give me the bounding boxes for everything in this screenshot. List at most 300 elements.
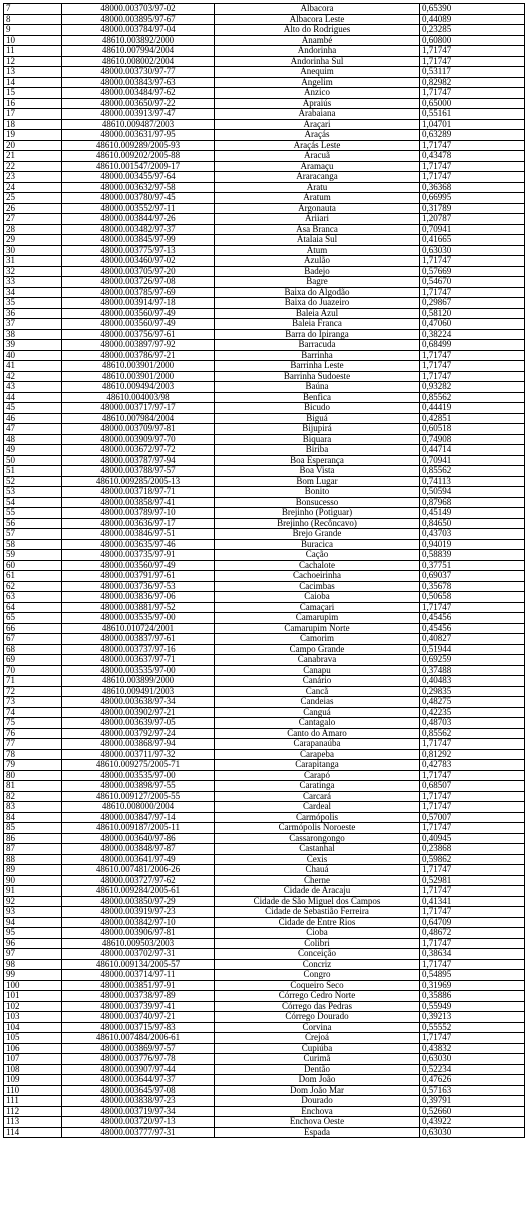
row-number: 69 bbox=[4, 655, 62, 666]
field-name: Baleia Azul bbox=[215, 308, 420, 319]
process-number: 48610.009494/2003 bbox=[62, 382, 215, 393]
process-number: 48610.009285/2005-13 bbox=[62, 476, 215, 487]
field-name: Dourado bbox=[215, 1096, 420, 1107]
table-row bbox=[4, 182, 525, 193]
row-number: 67 bbox=[4, 634, 62, 645]
row-number: 70 bbox=[4, 665, 62, 676]
factor-value: 0,29835 bbox=[420, 686, 525, 697]
factor-value: 0,37488 bbox=[420, 665, 525, 676]
field-name: Cação bbox=[215, 550, 420, 561]
row-number: 22 bbox=[4, 161, 62, 172]
row-number: 28 bbox=[4, 224, 62, 235]
factor-value: 0,55161 bbox=[420, 109, 525, 120]
process-number: 48610.009127/2005-55 bbox=[62, 791, 215, 802]
table-row bbox=[4, 476, 525, 487]
table-row bbox=[4, 529, 525, 540]
row-number: 109 bbox=[4, 1075, 62, 1086]
process-number: 48000.003535/97-00 bbox=[62, 770, 215, 781]
row-number: 92 bbox=[4, 896, 62, 907]
factor-value: 0,50658 bbox=[420, 592, 525, 603]
process-number: 48000.003726/97-08 bbox=[62, 277, 215, 288]
row-number: 87 bbox=[4, 844, 62, 855]
row-number: 11 bbox=[4, 46, 62, 57]
row-number: 49 bbox=[4, 445, 62, 456]
process-number: 48610.004003/98 bbox=[62, 392, 215, 403]
factor-value: 0,37751 bbox=[420, 560, 525, 571]
row-number: 84 bbox=[4, 812, 62, 823]
factor-value: 0,84650 bbox=[420, 518, 525, 529]
row-number: 113 bbox=[4, 1117, 62, 1128]
factor-value: 1,71747 bbox=[420, 907, 525, 918]
row-number: 114 bbox=[4, 1127, 62, 1138]
field-name: Dom João Mar bbox=[215, 1085, 420, 1096]
field-name: Cassarongongo bbox=[215, 833, 420, 844]
factor-value: 0,38634 bbox=[420, 949, 525, 960]
factor-value: 0,55949 bbox=[420, 1001, 525, 1012]
row-number: 81 bbox=[4, 781, 62, 792]
factor-value: 0,65390 bbox=[420, 4, 525, 15]
table-row bbox=[4, 382, 525, 393]
field-name: Bonsucesso bbox=[215, 497, 420, 508]
table-row bbox=[4, 466, 525, 477]
process-number: 48000.003482/97-37 bbox=[62, 224, 215, 235]
factor-value: 1,71747 bbox=[420, 739, 525, 750]
row-number: 76 bbox=[4, 728, 62, 739]
factor-value: 1,71747 bbox=[420, 865, 525, 876]
factor-value: 0,60800 bbox=[420, 35, 525, 46]
process-number: 48000.003735/97-91 bbox=[62, 550, 215, 561]
factor-value: 0,85562 bbox=[420, 728, 525, 739]
process-number: 48000.003535/97-00 bbox=[62, 665, 215, 676]
row-number: 41 bbox=[4, 361, 62, 372]
process-number: 48000.003631/97-95 bbox=[62, 130, 215, 141]
factor-value: 0,70941 bbox=[420, 224, 525, 235]
factor-value: 1,71747 bbox=[420, 361, 525, 372]
table-row bbox=[4, 581, 525, 592]
row-number: 26 bbox=[4, 203, 62, 214]
process-number: 48000.003705/97-20 bbox=[62, 266, 215, 277]
table-row bbox=[4, 592, 525, 603]
row-number: 13 bbox=[4, 67, 62, 78]
table-row bbox=[4, 865, 525, 876]
process-number: 48610.001547/2009-17 bbox=[62, 161, 215, 172]
process-number: 48000.003792/97-24 bbox=[62, 728, 215, 739]
row-number: 82 bbox=[4, 791, 62, 802]
field-name: Brejinho (Recôncavo) bbox=[215, 518, 420, 529]
factor-value: 0,29867 bbox=[420, 298, 525, 309]
process-number: 48000.003776/97-78 bbox=[62, 1054, 215, 1065]
process-number: 48000.003868/97-94 bbox=[62, 739, 215, 750]
process-number: 48000.003719/97-34 bbox=[62, 1106, 215, 1117]
process-number: 48000.003842/97-10 bbox=[62, 917, 215, 928]
field-name: Córrego Dourado bbox=[215, 1012, 420, 1023]
fields-table-body bbox=[4, 4, 525, 1138]
field-name: Brejinho (Potiguar) bbox=[215, 508, 420, 519]
row-number: 80 bbox=[4, 770, 62, 781]
factor-value: 1,71747 bbox=[420, 959, 525, 970]
field-name: Espada bbox=[215, 1127, 420, 1138]
field-name: Carapitanga bbox=[215, 760, 420, 771]
field-name: Crejoá bbox=[215, 1033, 420, 1044]
factor-value: 0,69259 bbox=[420, 655, 525, 666]
process-number: 48000.003909/97-70 bbox=[62, 434, 215, 445]
table-row bbox=[4, 46, 525, 57]
factor-value: 0,55552 bbox=[420, 1022, 525, 1033]
process-number: 48610.003899/2000 bbox=[62, 676, 215, 687]
field-name: Canapu bbox=[215, 665, 420, 676]
row-number: 25 bbox=[4, 193, 62, 204]
field-name: Araçari bbox=[215, 119, 420, 130]
row-number: 18 bbox=[4, 119, 62, 130]
table-row bbox=[4, 287, 525, 298]
row-number: 61 bbox=[4, 571, 62, 582]
field-name: Baúna bbox=[215, 382, 420, 393]
field-name: Candeias bbox=[215, 697, 420, 708]
factor-value: 1,71747 bbox=[420, 161, 525, 172]
table-row bbox=[4, 98, 525, 109]
field-name: Apraiús bbox=[215, 98, 420, 109]
table-row bbox=[4, 1096, 525, 1107]
process-number: 48000.003844/97-26 bbox=[62, 214, 215, 225]
process-number: 48000.003730/97-77 bbox=[62, 67, 215, 78]
table-row bbox=[4, 1001, 525, 1012]
process-number: 48610.009275/2005-71 bbox=[62, 760, 215, 771]
row-number: 100 bbox=[4, 980, 62, 991]
field-name: Cacimbas bbox=[215, 581, 420, 592]
table-row bbox=[4, 308, 525, 319]
factor-value: 0,63030 bbox=[420, 245, 525, 256]
process-number: 48000.003636/97-17 bbox=[62, 518, 215, 529]
field-name: Anzico bbox=[215, 88, 420, 99]
field-name: Alto do Rodrigues bbox=[215, 25, 420, 36]
factor-value: 0,64709 bbox=[420, 917, 525, 928]
factor-value: 0,39791 bbox=[420, 1096, 525, 1107]
table-row bbox=[4, 707, 525, 718]
document-page bbox=[3, 3, 524, 1138]
factor-value: 0,35886 bbox=[420, 991, 525, 1002]
field-name: Cardeal bbox=[215, 802, 420, 813]
factor-value: 0,63030 bbox=[420, 1127, 525, 1138]
factor-value: 0,40483 bbox=[420, 676, 525, 687]
table-row bbox=[4, 917, 525, 928]
factor-value: 1,20787 bbox=[420, 214, 525, 225]
row-number: 59 bbox=[4, 550, 62, 561]
field-name: Coqueiro Seco bbox=[215, 980, 420, 991]
table-row bbox=[4, 403, 525, 414]
factor-value: 0,68507 bbox=[420, 781, 525, 792]
field-name: Barrinha bbox=[215, 350, 420, 361]
row-number: 83 bbox=[4, 802, 62, 813]
field-name: Arabaiana bbox=[215, 109, 420, 120]
field-name: Caioba bbox=[215, 592, 420, 603]
field-name: Araracanga bbox=[215, 172, 420, 183]
row-number: 50 bbox=[4, 455, 62, 466]
table-row bbox=[4, 298, 525, 309]
process-number: 48000.003895/97-67 bbox=[62, 14, 215, 25]
factor-value: 1,71747 bbox=[420, 140, 525, 151]
field-name: Barracuda bbox=[215, 340, 420, 351]
factor-value: 1,71747 bbox=[420, 256, 525, 267]
process-number: 48000.003717/97-17 bbox=[62, 403, 215, 414]
table-row bbox=[4, 1022, 525, 1033]
process-number: 48610.009503/2003 bbox=[62, 938, 215, 949]
factor-value: 0,81292 bbox=[420, 749, 525, 760]
factor-value: 1,71747 bbox=[420, 350, 525, 361]
field-name: Andorinha Sul bbox=[215, 56, 420, 67]
field-name: Atum bbox=[215, 245, 420, 256]
field-name: Bonito bbox=[215, 487, 420, 498]
factor-value: 0,47060 bbox=[420, 319, 525, 330]
row-number: 7 bbox=[4, 4, 62, 15]
process-number: 48000.003738/97-89 bbox=[62, 991, 215, 1002]
process-number: 48000.003775/97-13 bbox=[62, 245, 215, 256]
table-row bbox=[4, 245, 525, 256]
table-row bbox=[4, 25, 525, 36]
factor-value: 0,40945 bbox=[420, 833, 525, 844]
table-row bbox=[4, 896, 525, 907]
table-row bbox=[4, 749, 525, 760]
table-row bbox=[4, 235, 525, 246]
factor-value: 0,44714 bbox=[420, 445, 525, 456]
process-number: 48000.003739/97-41 bbox=[62, 1001, 215, 1012]
table-row bbox=[4, 676, 525, 687]
field-name: Aratum bbox=[215, 193, 420, 204]
row-number: 98 bbox=[4, 959, 62, 970]
table-row bbox=[4, 340, 525, 351]
factor-value: 0,23868 bbox=[420, 844, 525, 855]
field-name: Boa Esperança bbox=[215, 455, 420, 466]
process-number: 48000.003715/97-83 bbox=[62, 1022, 215, 1033]
factor-value: 0,51944 bbox=[420, 644, 525, 655]
process-number: 48000.003552/97-11 bbox=[62, 203, 215, 214]
table-row bbox=[4, 319, 525, 330]
row-number: 72 bbox=[4, 686, 62, 697]
factor-value: 0,41665 bbox=[420, 235, 525, 246]
process-number: 48000.003787/97-94 bbox=[62, 455, 215, 466]
table-row bbox=[4, 140, 525, 151]
process-number: 48610.010724/2001 bbox=[62, 623, 215, 634]
table-row bbox=[4, 571, 525, 582]
row-number: 8 bbox=[4, 14, 62, 25]
factor-value: 0,58839 bbox=[420, 550, 525, 561]
field-name: Bijupirá bbox=[215, 424, 420, 435]
process-number: 48000.003641/97-49 bbox=[62, 854, 215, 865]
table-row bbox=[4, 781, 525, 792]
field-name: Bagre bbox=[215, 277, 420, 288]
field-name: Canto do Amaro bbox=[215, 728, 420, 739]
row-number: 53 bbox=[4, 487, 62, 498]
factor-value: 0,43832 bbox=[420, 1043, 525, 1054]
row-number: 56 bbox=[4, 518, 62, 529]
field-name: Camorim bbox=[215, 634, 420, 645]
field-name: Camarupim bbox=[215, 613, 420, 624]
fields-table bbox=[3, 3, 525, 1138]
row-number: 88 bbox=[4, 854, 62, 865]
table-row bbox=[4, 350, 525, 361]
factor-value: 0,93282 bbox=[420, 382, 525, 393]
table-row bbox=[4, 1117, 525, 1128]
table-row bbox=[4, 487, 525, 498]
row-number: 43 bbox=[4, 382, 62, 393]
table-row bbox=[4, 613, 525, 624]
field-name: Baixa do Juazeiro bbox=[215, 298, 420, 309]
factor-value: 0,74908 bbox=[420, 434, 525, 445]
field-name: Bom Lugar bbox=[215, 476, 420, 487]
row-number: 60 bbox=[4, 560, 62, 571]
field-name: Curimã bbox=[215, 1054, 420, 1065]
table-row bbox=[4, 392, 525, 403]
factor-value: 1,71747 bbox=[420, 823, 525, 834]
row-number: 31 bbox=[4, 256, 62, 267]
row-number: 106 bbox=[4, 1043, 62, 1054]
factor-value: 0,31969 bbox=[420, 980, 525, 991]
row-number: 108 bbox=[4, 1064, 62, 1075]
factor-value: 1,71747 bbox=[420, 791, 525, 802]
process-number: 48000.003913/97-47 bbox=[62, 109, 215, 120]
field-name: Conceição bbox=[215, 949, 420, 960]
table-row bbox=[4, 1064, 525, 1075]
table-row bbox=[4, 634, 525, 645]
process-number: 48000.003736/97-53 bbox=[62, 581, 215, 592]
factor-value: 0,52981 bbox=[420, 875, 525, 886]
row-number: 64 bbox=[4, 602, 62, 613]
table-row bbox=[4, 497, 525, 508]
field-name: Cachalote bbox=[215, 560, 420, 571]
row-number: 96 bbox=[4, 938, 62, 949]
row-number: 36 bbox=[4, 308, 62, 319]
field-name: Camaçari bbox=[215, 602, 420, 613]
factor-value: 0,45149 bbox=[420, 508, 525, 519]
factor-value: 0,31789 bbox=[420, 203, 525, 214]
factor-value: 1,71747 bbox=[420, 371, 525, 382]
field-name: Cioba bbox=[215, 928, 420, 939]
process-number: 48610.007984/2004 bbox=[62, 413, 215, 424]
process-number: 48000.003702/97-31 bbox=[62, 949, 215, 960]
process-number: 48000.003638/97-34 bbox=[62, 697, 215, 708]
field-name: Aratu bbox=[215, 182, 420, 193]
row-number: 94 bbox=[4, 917, 62, 928]
factor-value: 1,71747 bbox=[420, 287, 525, 298]
field-name: Biquara bbox=[215, 434, 420, 445]
factor-value: 0,52234 bbox=[420, 1064, 525, 1075]
process-number: 48610.003892/2000 bbox=[62, 35, 215, 46]
row-number: 102 bbox=[4, 1001, 62, 1012]
factor-value: 0,38224 bbox=[420, 329, 525, 340]
process-number: 48610.008000/2004 bbox=[62, 802, 215, 813]
table-row bbox=[4, 434, 525, 445]
process-number: 48000.003718/97-71 bbox=[62, 487, 215, 498]
process-number: 48000.003869/97-57 bbox=[62, 1043, 215, 1054]
factor-value: 0,42851 bbox=[420, 413, 525, 424]
factor-value: 1,71747 bbox=[420, 938, 525, 949]
table-row bbox=[4, 886, 525, 897]
table-row bbox=[4, 172, 525, 183]
factor-value: 1,71747 bbox=[420, 802, 525, 813]
table-row bbox=[4, 697, 525, 708]
table-row bbox=[4, 560, 525, 571]
process-number: 48000.003560/97-49 bbox=[62, 560, 215, 571]
process-number: 48610.009187/2005-11 bbox=[62, 823, 215, 834]
process-number: 48000.003740/97-21 bbox=[62, 1012, 215, 1023]
row-number: 93 bbox=[4, 907, 62, 918]
table-row bbox=[4, 665, 525, 676]
factor-value: 0,43922 bbox=[420, 1117, 525, 1128]
factor-value: 1,71747 bbox=[420, 88, 525, 99]
table-row bbox=[4, 833, 525, 844]
table-row bbox=[4, 875, 525, 886]
field-name: Córrego das Pedras bbox=[215, 1001, 420, 1012]
field-name: Barra do Ipiranga bbox=[215, 329, 420, 340]
process-number: 48610.009289/2005-93 bbox=[62, 140, 215, 151]
factor-value: 1,71747 bbox=[420, 602, 525, 613]
field-name: Aracuã bbox=[215, 151, 420, 162]
row-number: 63 bbox=[4, 592, 62, 603]
row-number: 66 bbox=[4, 623, 62, 634]
process-number: 48000.003780/97-45 bbox=[62, 193, 215, 204]
row-number: 85 bbox=[4, 823, 62, 834]
row-number: 111 bbox=[4, 1096, 62, 1107]
row-number: 32 bbox=[4, 266, 62, 277]
table-row bbox=[4, 802, 525, 813]
row-number: 103 bbox=[4, 1012, 62, 1023]
process-number: 48000.003907/97-44 bbox=[62, 1064, 215, 1075]
process-number: 48610.009284/2005-61 bbox=[62, 886, 215, 897]
table-row bbox=[4, 329, 525, 340]
process-number: 48610.009491/2003 bbox=[62, 686, 215, 697]
process-number: 48000.003847/97-14 bbox=[62, 812, 215, 823]
row-number: 57 bbox=[4, 529, 62, 540]
factor-value: 0,68499 bbox=[420, 340, 525, 351]
table-row bbox=[4, 844, 525, 855]
process-number: 48610.007484/2006-61 bbox=[62, 1033, 215, 1044]
factor-value: 0,39213 bbox=[420, 1012, 525, 1023]
table-row bbox=[4, 928, 525, 939]
factor-value: 0,85562 bbox=[420, 466, 525, 477]
process-number: 48000.003881/97-52 bbox=[62, 602, 215, 613]
factor-value: 0,57669 bbox=[420, 266, 525, 277]
field-name: Campo Grande bbox=[215, 644, 420, 655]
process-number: 48000.003560/97-49 bbox=[62, 319, 215, 330]
process-number: 48000.003720/97-13 bbox=[62, 1117, 215, 1128]
process-number: 48000.003756/97-61 bbox=[62, 329, 215, 340]
process-number: 48610.007994/2004 bbox=[62, 46, 215, 57]
factor-value: 0,35678 bbox=[420, 581, 525, 592]
row-number: 29 bbox=[4, 235, 62, 246]
row-number: 42 bbox=[4, 371, 62, 382]
process-number: 48000.003902/97-21 bbox=[62, 707, 215, 718]
factor-value: 0,42235 bbox=[420, 707, 525, 718]
process-number: 48000.003560/97-49 bbox=[62, 308, 215, 319]
process-number: 48610.009487/2003 bbox=[62, 119, 215, 130]
process-number: 48000.003846/97-51 bbox=[62, 529, 215, 540]
row-number: 38 bbox=[4, 329, 62, 340]
table-row bbox=[4, 518, 525, 529]
factor-value: 0,74113 bbox=[420, 476, 525, 487]
row-number: 52 bbox=[4, 476, 62, 487]
factor-value: 0,43703 bbox=[420, 529, 525, 540]
table-row bbox=[4, 361, 525, 372]
process-number: 48000.003843/97-63 bbox=[62, 77, 215, 88]
row-number: 40 bbox=[4, 350, 62, 361]
table-row bbox=[4, 256, 525, 267]
table-row bbox=[4, 991, 525, 1002]
row-number: 101 bbox=[4, 991, 62, 1002]
table-row bbox=[4, 445, 525, 456]
row-number: 71 bbox=[4, 676, 62, 687]
row-number: 30 bbox=[4, 245, 62, 256]
factor-value: 0,66995 bbox=[420, 193, 525, 204]
field-name: Chauá bbox=[215, 865, 420, 876]
